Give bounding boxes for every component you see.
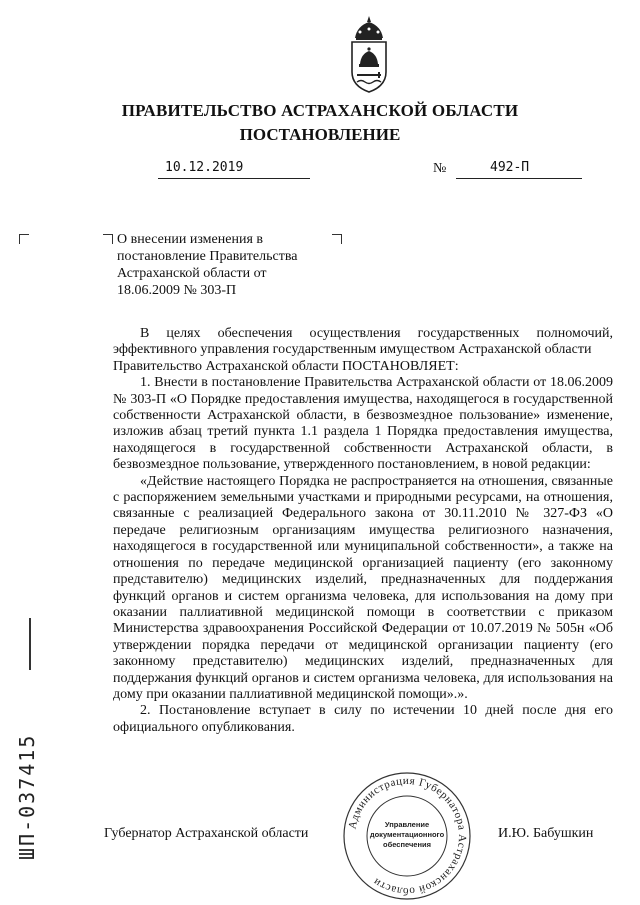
document-date: 10.12.2019 [165,160,244,175]
organization-title: ПРАВИТЕЛЬСТВО АСТРАХАНСКОЙ ОБЛАСТИ [121,101,519,120]
corner-mark-subject-right [332,234,342,244]
document-subject: О внесении изменения в постановление Правительства Астраханской области от 18.06.2009 № 303-П [117,232,298,298]
svg-text:обеспечения: обеспечения [382,840,432,849]
side-registration-text: ШП-037415 [15,733,39,860]
side-registration-number [4,710,44,870]
coat-of-arms-emblem [345,14,393,94]
document-type-title: ПОСТАНОВЛЕНИЕ [239,125,401,144]
date-underline [158,178,310,179]
number-underline [456,178,582,179]
item-1-paragraph: 1. Внести в постановление Правительства Астраханской области от 18.06.2009 № 303-П «О Порядке предоставления имущества, находящегося в государственной собственности Астраханской области, в безвозмездное пользование» изменение, изложив абзац третий пункта 1.1 раздела 1 Порядка предоставления имущества, находящегося в государственной собственности Астраханской области, в безвозмездное пользование, утвержденного постановлением, в новой редакции: [113,375,613,473]
preamble-paragraph: В целях обеспечения осуществления государственных полномочий, эффективного управления государственным имуществом Астраханской области [113,326,613,358]
svg-text:Администрация Губернатора Астр: Администрация Губернатора Астраханской области [346,774,469,898]
resolves-paragraph: Правительство Астраханской области ПОСТАНОВЛЯЕТ: [113,358,459,374]
svg-text:документационного: документационного [369,830,445,839]
document-body [113,326,613,736]
corner-mark-left [19,234,29,244]
item-2-paragraph: 2. Постановление вступает в силу по истечении 10 дней после дня его официального опубликования. [113,703,613,735]
svg-text:Управление: Управление [384,820,430,829]
quoted-text-paragraph: «Действие настоящего Порядка не распространяется на отношения, связанные с распоряжением земельными участками и природными ресурсами, на отношения, связанные с реализацией Федерального закона от 30.11.2010 № 327-ФЗ «О передаче религиозным организациям имущества религиозного назначения, находящегося в государственной или муниципальной собственности», а также на отношения по передаче медицинской организацией пациенту (его законному представителю) медицинских изделий, предназначенных для поддержания функций органов и систем организма человека, для использования на дому при оказании паллиативной медицинской помощи в соответствии с приказом Министерства здравоохранения Российской Федерации от 10.07.2019 № 505н «Об утверждении порядка передачи от медицинской организации пациенту (его законному представителю) медицинских изделий, предназначенных для поддержания функций органов и систем организма человека, для использования на дому при оказании паллиативной медицинской помощи».». [113,473,613,702]
side-margin-line [29,618,31,670]
signatory-position: Губернатор Астраханской области [104,826,309,841]
signatory-name: И.Ю. Бабушкин [498,826,594,841]
document-number: 492-П [490,160,530,175]
official-stamp [338,770,476,902]
number-sign: № [433,161,447,176]
corner-mark-subject-left [103,234,113,244]
